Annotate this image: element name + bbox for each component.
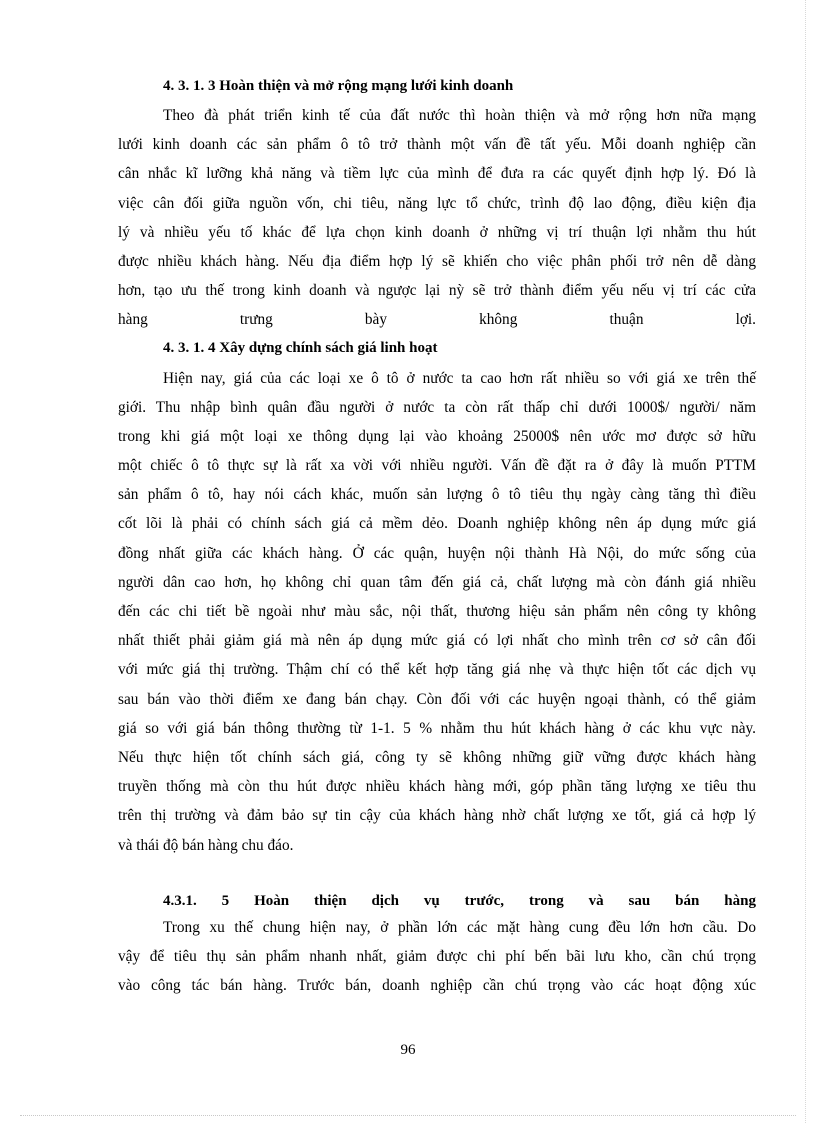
paragraph-line: sản phẩm ô tô, hay nói cách khác, muốn sản lượng ô tô tiêu thụ ngày càng tăng thì điều	[118, 486, 756, 504]
paragraph-line: trên thị trường và đảm bảo sự tin cậy của khách hàng nhờ chất lượng xe tốt, giá cả hợp lý	[118, 807, 756, 825]
paragraph-line: truyền thống mà còn thu hút được nhiều khách hàng mới, góp phần tăng lượng xe tiêu thu	[118, 778, 756, 796]
paragraph-line: giá so với giá bán thông thường từ 1-1. 5 % nhằm thu hút khách hàng ở các khu vực này.	[118, 719, 756, 737]
paragraph-line: việc cân đối giữa nguồn vốn, chi tiêu, năng lực tổ chức, trình độ lao động, điều kiện địa	[118, 194, 756, 212]
paragraph-line: Theo đà phát triển kinh tế của đất nước thì hoàn thiện và mở rộng hơn nữa mạng	[163, 107, 756, 124]
section-heading-4-3-1-5	[163, 887, 756, 915]
paragraph-line: đến các chi tiết bề ngoài như màu sắc, nội thất, thương hiệu sản phẩm nên công ty không	[118, 603, 756, 620]
section-heading-4-3-1-3: 4. 3. 1. 3 Hoàn thiện và mở rộng mạng lưới kinh doanh	[163, 78, 514, 94]
heading-word: và	[588, 892, 604, 909]
heading-word: sau	[628, 892, 651, 909]
section-1-body	[118, 101, 756, 335]
paragraph-line: vậy để tiêu thụ sản phẩm nhanh nhất, giảm được chi phí bến bãi lưu kho, cần chú trọng	[118, 947, 756, 965]
paragraph-line: với mức giá thị trường. Thậm chí có thể kết hợp tăng giá nhẹ và thực hiện tốt các dịch vụ	[118, 661, 756, 679]
heading-word: 5	[221, 892, 230, 909]
paragraph-line: lý và nhiều yếu tố khác để lựa chọn kinh doanh ở những vị trí thuận lợi nhằm thu hút	[118, 223, 756, 241]
paragraph-line: vào công tác bán hàng. Trước bán, doanh nghiệp cần chú trọng vào các hoạt động xúc	[118, 977, 756, 995]
heading-word: dịch	[371, 892, 399, 909]
page-content	[118, 72, 756, 1000]
heading-word: trong	[528, 892, 564, 909]
heading-word: Hoàn	[254, 892, 290, 909]
section-2-body	[118, 364, 756, 860]
heading-word: thiện	[314, 892, 347, 909]
heading-word: vụ	[423, 892, 440, 909]
section-3-body	[118, 913, 756, 1001]
paragraph-line: lưới kinh doanh các sản phẩm ô tô trở thành một vấn đề tất yếu. Mỗi doanh nghiệp cần	[118, 136, 756, 154]
paragraph-line: Trong xu thế chung hiện nay, ở phần lớn các mặt hàng cung đều lớn hơn cầu. Do	[163, 918, 756, 936]
paragraph-line: Nếu thực hiện tốt chính sách giá, công ty sẽ không những giữ vững được khách hàng	[118, 748, 756, 766]
page-right-border	[805, 0, 806, 1123]
heading-word: hàng	[724, 892, 756, 909]
section-heading-4-3-1-4: 4. 3. 1. 4 Xây dựng chính sách giá linh hoạt	[163, 339, 438, 356]
paragraph-line: Hiện nay, giá của các loại xe ô tô ở nước ta cao hơn rất nhiều so với giá xe trên thế	[163, 369, 756, 387]
heading-word: 4.3.1.	[163, 892, 197, 909]
heading-word: trước,	[464, 892, 505, 909]
page-bottom-border	[20, 1115, 796, 1116]
heading-word: bán	[675, 892, 700, 909]
paragraph-line: được nhiều khách hàng. Nếu địa điểm hợp lý sẽ khiến cho việc phân phối trở nên dễ dàng	[118, 252, 756, 270]
paragraph-line: người dân cao hơn, họ không chỉ quan tâm đến giá cả, chất lượng mà còn đánh giá nhiều	[118, 573, 756, 591]
paragraph-line: và thái độ bán hàng chu đáo.	[118, 836, 294, 854]
paragraph-line: hơn, tạo ưu thế trong kinh doanh và ngược lại nỳ sẽ trở thành điểm yếu nếu vị trí các cửa	[118, 282, 756, 300]
paragraph-line: nhất thiết phải giảm giá mà nên áp dụng mức giá có lợi nhất cho mình trên cơ sở cân đối	[118, 632, 756, 650]
paragraph-line: cân nhắc kĩ lưỡng khả năng và tiềm lực của mình để đưa ra các quyết định hợp lý. Đó là	[118, 165, 756, 183]
paragraph-line: đồng nhất giữa các khách hàng. Ở các quận, huyện nội thành Hà Nội, do mức sống của	[118, 544, 756, 562]
paragraph-line: một chiếc ô tô thực sự là rất xa vời với nhiều người. Vấn đề đặt ra ở đây là muốn PTTM	[118, 457, 756, 475]
paragraph-line: cốt lõi là phải có chính sách giá cả mềm dẻo. Doanh nghiệp không nên áp dụng mức giá	[118, 515, 756, 533]
paragraph-line: trong khi giá một loại xe thông dụng lại vào khoảng 25000$ nên ước mơ được sở hữu	[118, 427, 756, 445]
paragraph-line: giới. Thu nhập bình quân đầu người ở nước ta còn rất thấp chỉ dưới 1000$/ người/ năm	[118, 398, 756, 416]
page-number: 96	[400, 1042, 416, 1058]
paragraph-line: sau bán vào thời điểm xe đang bán chạy. Còn đối với các huyện ngoại thành, có thể giảm	[118, 690, 756, 708]
paragraph-line: hàng trưng bày không thuận lợi.	[118, 311, 756, 329]
